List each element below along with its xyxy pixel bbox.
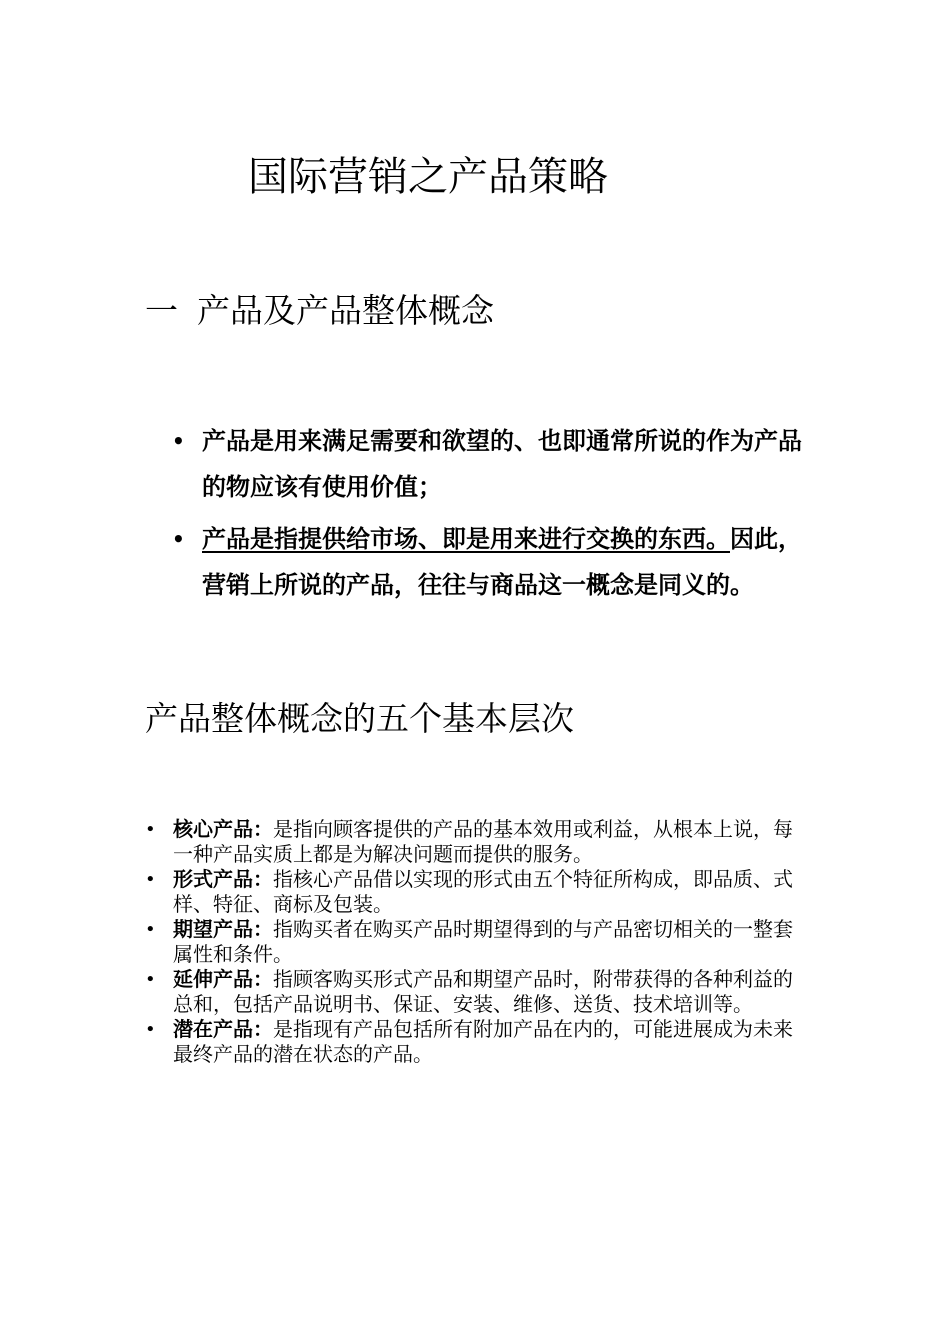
page-title: 国际营销之产品策略 xyxy=(248,154,608,200)
bullet-icon: • xyxy=(172,429,185,453)
level-term: 形式产品： xyxy=(173,867,273,891)
list-item xyxy=(143,867,808,917)
section-2-heading: 产品整体概念的五个基本层次 xyxy=(145,699,574,738)
level-term: 期望产品： xyxy=(173,917,273,941)
bullet-icon: • xyxy=(145,1019,156,1040)
product-levels-list xyxy=(143,817,808,1067)
bullet-icon: • xyxy=(145,869,156,890)
section-1-number: 一 xyxy=(145,291,178,330)
list-item-text-rest: 因此，营销上所说的产品，往往与商品这一概念是同义的。 xyxy=(202,525,802,599)
level-description: 指购买者在购买产品时期望得到的与产品密切相关的一整套属性和条件。 xyxy=(173,917,793,966)
level-description: 是指向顾客提供的产品的基本效用或利益，从根本上说，每一种产品实质上都是为解决问题而提供的服务。 xyxy=(173,817,793,866)
bullet-icon: • xyxy=(145,819,156,840)
list-item xyxy=(170,418,810,510)
level-term: 潜在产品： xyxy=(173,1017,273,1041)
list-item xyxy=(143,967,808,1017)
underlined-text: 产品是指提供给市场、即是用来进行交换的东西。 xyxy=(202,525,730,553)
level-term: 延伸产品： xyxy=(173,967,273,991)
list-item-text xyxy=(202,516,810,608)
bullet-icon: • xyxy=(145,919,156,940)
section-1-heading xyxy=(145,288,494,334)
list-item xyxy=(170,516,810,608)
product-definition-list xyxy=(170,418,810,614)
level-description: 指核心产品借以实现的形式由五个特征所构成，即品质、式样、特征、商标及包装。 xyxy=(173,867,793,916)
list-item xyxy=(143,817,808,867)
list-item xyxy=(143,1017,808,1067)
level-term: 核心产品： xyxy=(173,817,273,841)
bullet-icon: • xyxy=(172,527,185,551)
section-1-heading-text: 产品及产品整体概念 xyxy=(197,291,494,330)
level-description: 是指现有产品包括所有附加产品在内的，可能进展成为未来最终产品的潜在状态的产品。 xyxy=(173,1017,793,1066)
list-item xyxy=(143,917,808,967)
level-description: 指顾客购买形式产品和期望产品时，附带获得的各种利益的总和，包括产品说明书、保证、安装、维修、送货、技术培训等。 xyxy=(173,967,793,1016)
list-item-text: 产品是用来满足需要和欲望的、也即通常所说的作为产品的物应该有使用价值； xyxy=(202,427,802,501)
bullet-icon: • xyxy=(145,969,156,990)
